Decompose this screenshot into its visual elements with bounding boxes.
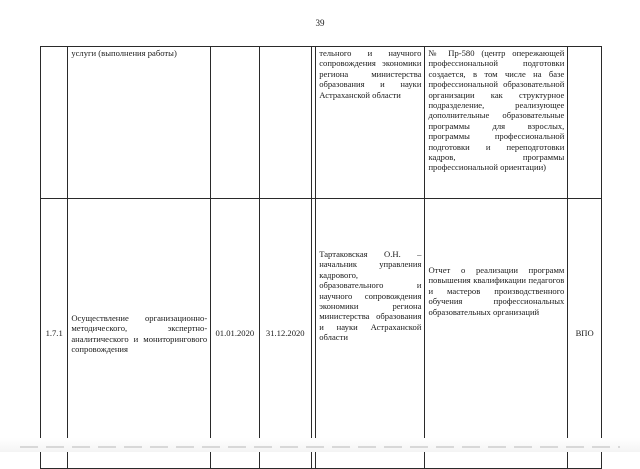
cell-number: [41, 199, 68, 469]
cell-number: [41, 47, 68, 199]
measure-number: 1.7.1: [45, 328, 63, 339]
result-text: № Пр-580 (центр опережающей профессиональной подготовки создается, в том числе на базе профессиональной образовательной организации как структурное подразделение, реализующее дополнительные образовательные программы для взрослых, программы профессиональной подготовки и переподготовки кадров, программы профессиональной ориентации): [428, 48, 565, 173]
end-date: 31.12.2020: [265, 328, 305, 339]
cell-level: [568, 199, 602, 469]
page-number: 39: [315, 18, 325, 28]
measures-table: [40, 46, 602, 469]
cell-responsible: [316, 47, 425, 199]
cell-end-date: [259, 47, 312, 199]
scan-artifact-line: [20, 446, 620, 448]
table-row: [41, 47, 602, 199]
measure-name-text: услуги (выполнения работы): [71, 48, 177, 58]
cell-end-date: [259, 199, 312, 469]
responsible-text: Тартаковская О.Н. – начальник управления кадрового, образовательного и научного сопровождения экономики региона министерства образования и науки Астраханской области: [319, 249, 422, 343]
cell-level: [568, 47, 602, 199]
scan-margin: [0, 438, 640, 452]
cell-result: [425, 47, 568, 199]
cell-result: [425, 199, 568, 469]
cell-responsible: [316, 199, 425, 469]
cell-start-date: [211, 199, 259, 469]
table-row: [41, 199, 602, 469]
result-text: Отчет о реализации программ повышения квалификации педагогов и мастеров производственного обучения профессиональных образовательных организаций: [428, 265, 565, 317]
level-text: ВПО: [575, 328, 594, 339]
cell-start-date: [211, 47, 259, 199]
cell-measure-name: [68, 199, 211, 469]
start-date: 01.01.2020: [215, 328, 255, 339]
cell-measure-name: [68, 47, 211, 199]
responsible-text: тельного и научного сопровождения экономики региона министерства образования и науки Астраханской области: [319, 48, 422, 100]
measure-name-text: Осуществление организационно-методического, экспертно-аналитического и мониторингового сопровождения: [71, 312, 208, 354]
